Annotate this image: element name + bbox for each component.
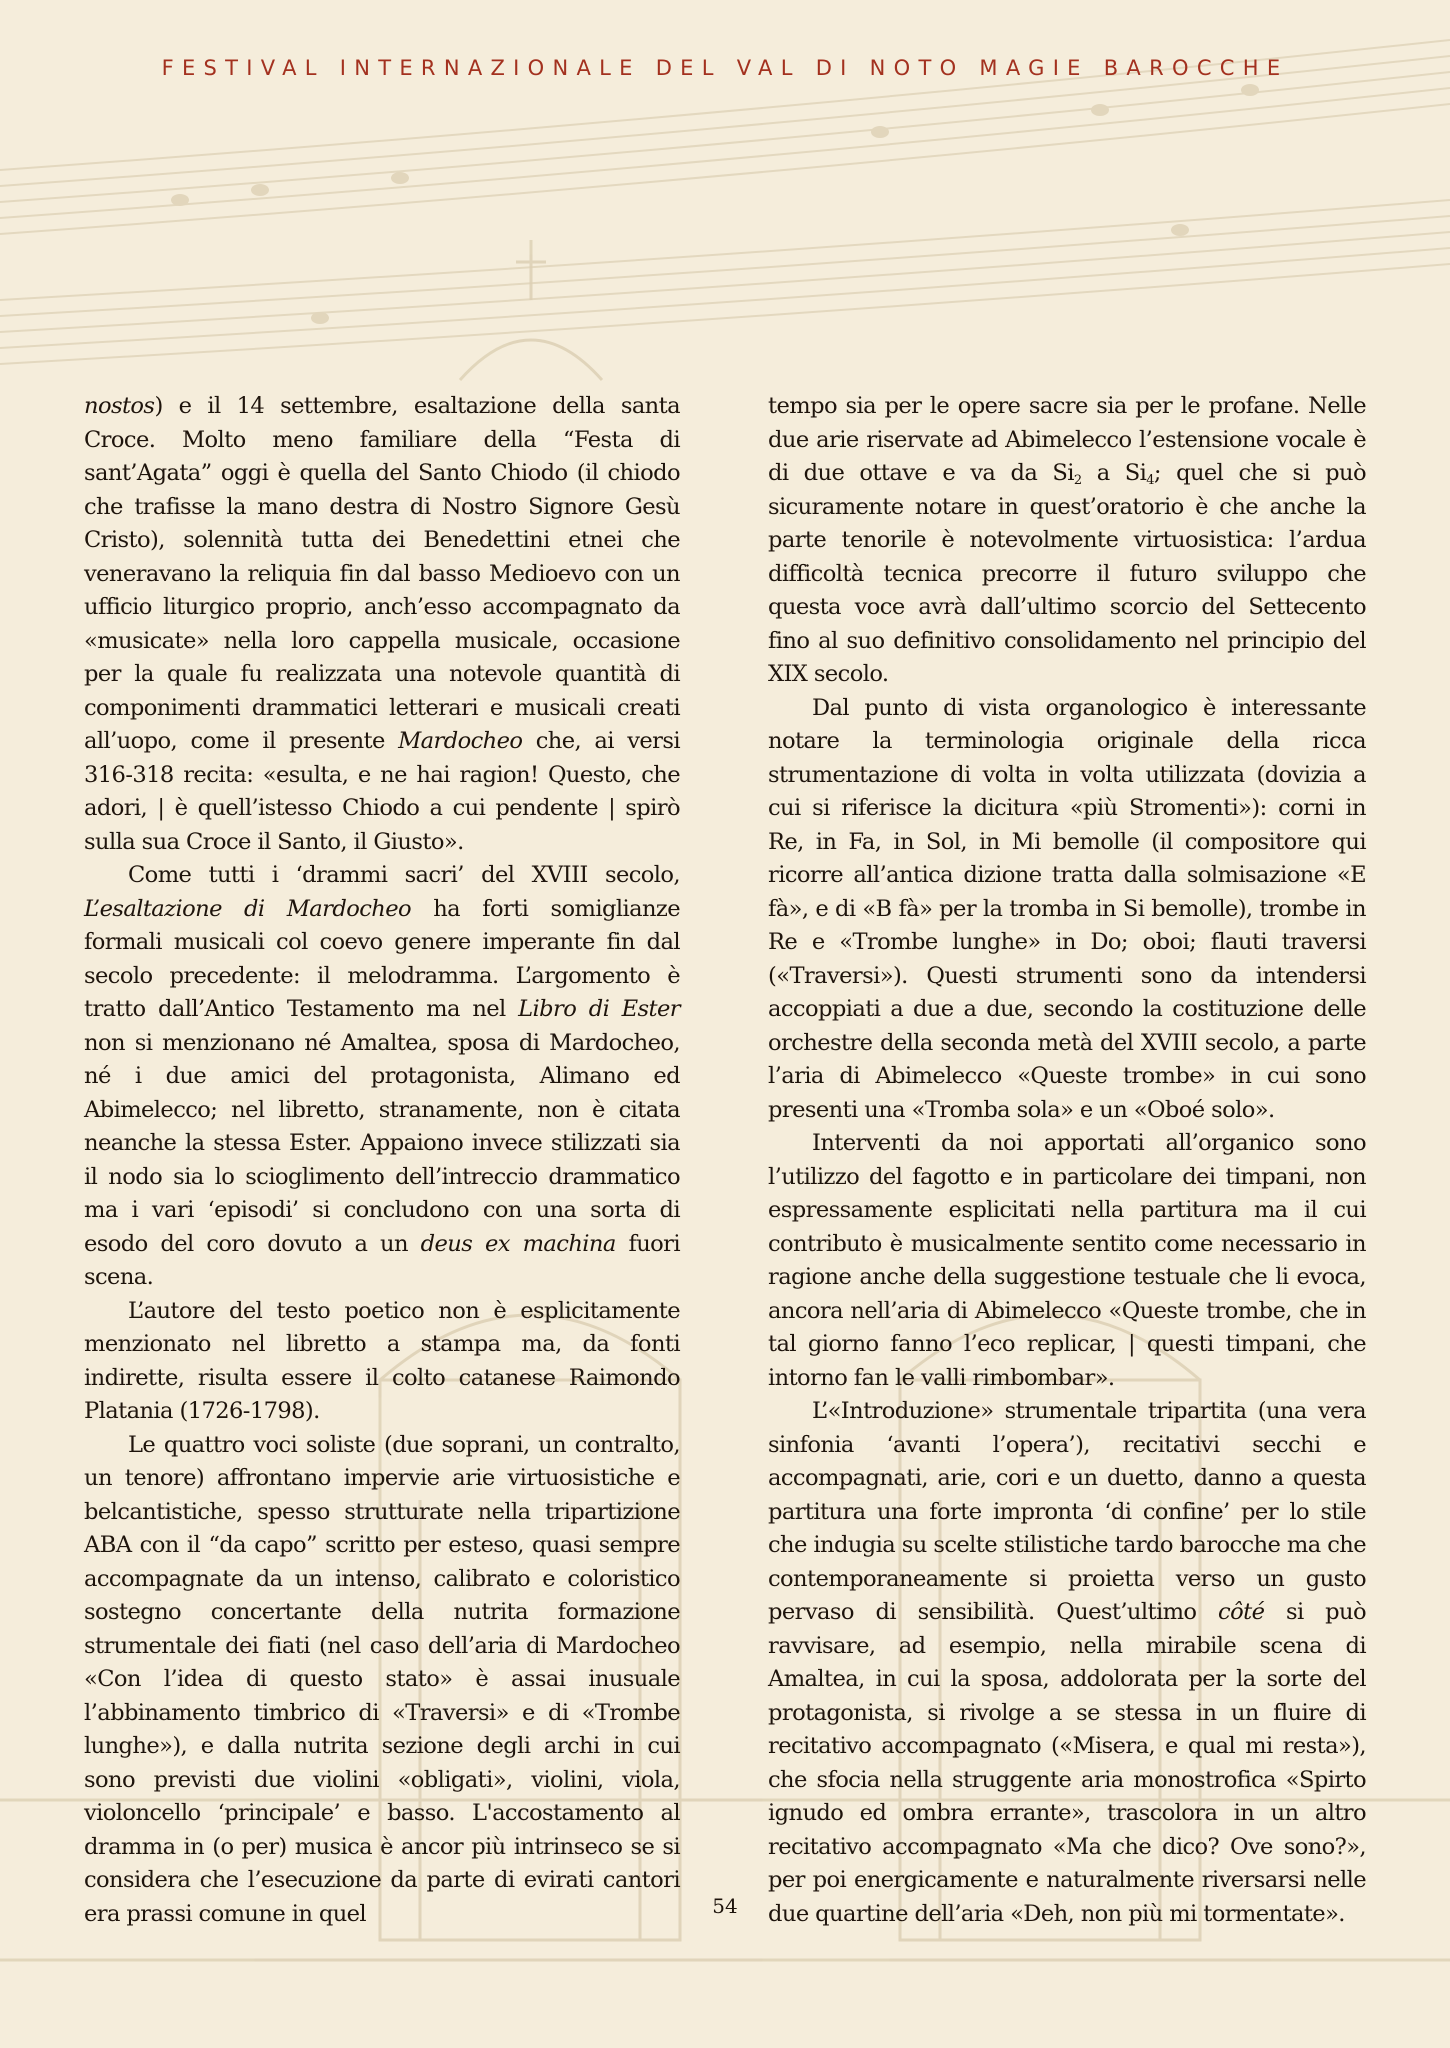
text-run: ha forti somiglianze formali musicali col coevo genere imperante fin dal secolo precedente: il melodramma. L’argomento è tratto dall’Antico Testamento ma nel	[84, 895, 680, 1022]
italic-text: L’esaltazione di Mardocheo	[84, 895, 411, 922]
text-run: che, ai versi 316-318 recita: «esulta, e ne hai ragion! Questo, che adori, | è quell’istesso Chiodo a cui pendente | spirò sulla sua Croce il Santo, il Giusto».	[84, 728, 680, 855]
text-run: Come tutti i ‘drammi sacri’ del XVIII secolo,	[128, 862, 680, 888]
paragraph	[768, 390, 1366, 692]
page-number: 54	[712, 1894, 738, 1918]
text-run: a Si	[1081, 460, 1147, 486]
text-run: fuori scena.	[84, 1230, 681, 1290]
subscript: 4	[1146, 473, 1154, 488]
paragraph	[84, 390, 680, 859]
italic-text: nostos	[84, 393, 155, 419]
text-run: tempo sia per le opere sacre sia per le profane. Nelle due arie riservate ad Abimelecco l’estensione vocale è di due ottave e va da Si	[768, 393, 1366, 486]
paragraph	[768, 692, 1366, 1128]
text-run: L’autore del testo poetico non è esplicitamente menzionato nel libretto a stampa ma, da fonti indirette, risulta essere il colto catanese Raimondo Platania (1726-1798).	[84, 1297, 680, 1424]
italic-text: Mardocheo	[398, 728, 523, 754]
text-run: non si menzionano né Amaltea, sposa di Mardocheo, né i due amici del protagonista, Alimano ed Abimelecco; nel libretto, stranamente, non è citata neanche la stessa Ester. Appaiono invece stilizzati sia il nodo sia lo scioglimento dell’intreccio drammatico ma i vari ‘episodi’ si concludono con una sorta di esodo del coro dovuto a un	[84, 1029, 680, 1257]
subscript: 2	[1073, 473, 1082, 488]
text-run: ; quel che si può sicuramente notare in quest’oratorio è che anche la parte tenorile è notevolmente virtuosistica: l’ardua difficoltà tecnica precorre il futuro sviluppo che questa voce avrà dall’ultimo scorcio del Settecento fino al suo definitivo consolidamento nel principio del XIX secolo.	[768, 460, 1366, 687]
paragraph	[84, 1429, 680, 1932]
text-run: L’«Introduzione» strumentale tripartita (una vera sinfonia ‘avanti l’opera’), recitativi secchi e accompagnati, arie, cori e un duetto, danno a questa partitura una forte impronta ‘di confine’ per lo stile che indugia su scelte stilistiche tardo barocche ma che contemporaneamente si proietta verso un gusto pervaso di sensibilità. Quest’ultimo	[768, 1398, 1366, 1625]
italic-text: deus ex machina	[420, 1230, 616, 1257]
text-run: Le quattro voci soliste (due soprani, un contralto, un tenore) affrontano impervie arie virtuosistiche e belcantistiche, spesso strutturate nella tripartizione ABA con il “da capo” scritto per esteso, quasi sempre accompagnate da un intenso, calibrato e coloristico sostegno concertante della nutrita formazione strumentale dei fiati (nel caso dell’aria di Mardocheo «Con l’idea di questo stato» è assai inusuale l’abbinamento timbrico di «Traversi» e di «Trombe lunghe»), e dalla nutrita sezione degli archi in cui sono previsti due violini «obligati», violini, viola, violoncello ‘principale’ e basso. L'accostamento al dramma in (o per) musica è ancor più intrinseco se si considera che l’esecuzione da parte di evirati cantori era prassi comune in quel	[84, 1431, 680, 1927]
paragraph	[84, 859, 680, 1295]
text-run: Interventi da noi apportati all’organico sono l’utilizzo del fagotto e in particolare dei timpani, non espressamente esplicitati nella partitura ma il cui contributo è musicalmente sentito come necessario in ragione anche della suggestione testuale che li evoca, ancora nell’aria di Abimelecco «Queste trombe, che in tal giorno fanno l’eco replicar, | questi timpani, che intorno fan le valli rimbombar».	[768, 1130, 1366, 1391]
paragraph	[768, 1395, 1366, 1931]
italic-text: côté	[1218, 1599, 1265, 1625]
running-header: FESTIVAL INTERNAZIONALE DEL VAL DI NOTO MAGIE BAROCCHE	[161, 56, 1289, 80]
text-run: si può ravvisare, ad esempio, nella mirabile scena di Amaltea, in cui la sposa, addolorata per la sorte del protagonista, si rivolge a se stessa in un fluire di recitativo accompagnato («Misera, e qual mi resta»), che sfocia nella struggente aria monostrofica «Spirto ignudo ed ombra errante», trascolora in un altro recitativo accompagnato «Ma che dico? Ove sono?», per poi energicamente e naturalmente riversarsi nelle due quartine dell’aria «Deh, non più mi tormentate».	[768, 1599, 1367, 1927]
left-column	[84, 390, 680, 1931]
right-column	[768, 390, 1366, 1931]
text-run: ) e il 14 settembre, esaltazione della santa Croce. Molto meno familiare della “Festa di sant’Agata” oggi è quella del Santo Chiodo (il chiodo che trafisse la mano destra di Nostro Signore Gesù Cristo), solennità tutta dei Benedettini etnei che veneravano la reliquia fin dal basso Medioevo con un ufficio liturgico proprio, anch’esso accompagnato da «musicate» nella loro cappella musicale, occasione per la quale fu realizzata una notevole quantità di componimenti drammatici letterari e musicali creati all’uopo, come il presente	[84, 393, 680, 754]
paragraph	[768, 1127, 1366, 1395]
italic-text: Libro di Ester	[518, 996, 680, 1022]
text-run: Dal punto di vista organologico è interessante notare la terminologia originale della ricca strumentazione di volta in volta utilizzata (dovizia a cui si riferisce la dicitura «più Stromenti»): corni in Re, in Fa, in Sol, in Mi bemolle (il compositore qui ricorre all’antica dizione tratta dalla solmisazione «E fà», e di «B fà» per la tromba in Si bemolle), trombe in Re e «Trombe lunghe» in Do; oboi; flauti traversi («Traversi»). Questi strumenti sono da intendersi accoppiati a due a due, secondo la costituzione delle orchestre della seconda metà del XVIII secolo, a parte l’aria di Abimelecco «Queste trombe» in cui sono presenti una «Tromba sola» e un «Oboé solo».	[768, 694, 1366, 1123]
paragraph	[84, 1295, 680, 1429]
